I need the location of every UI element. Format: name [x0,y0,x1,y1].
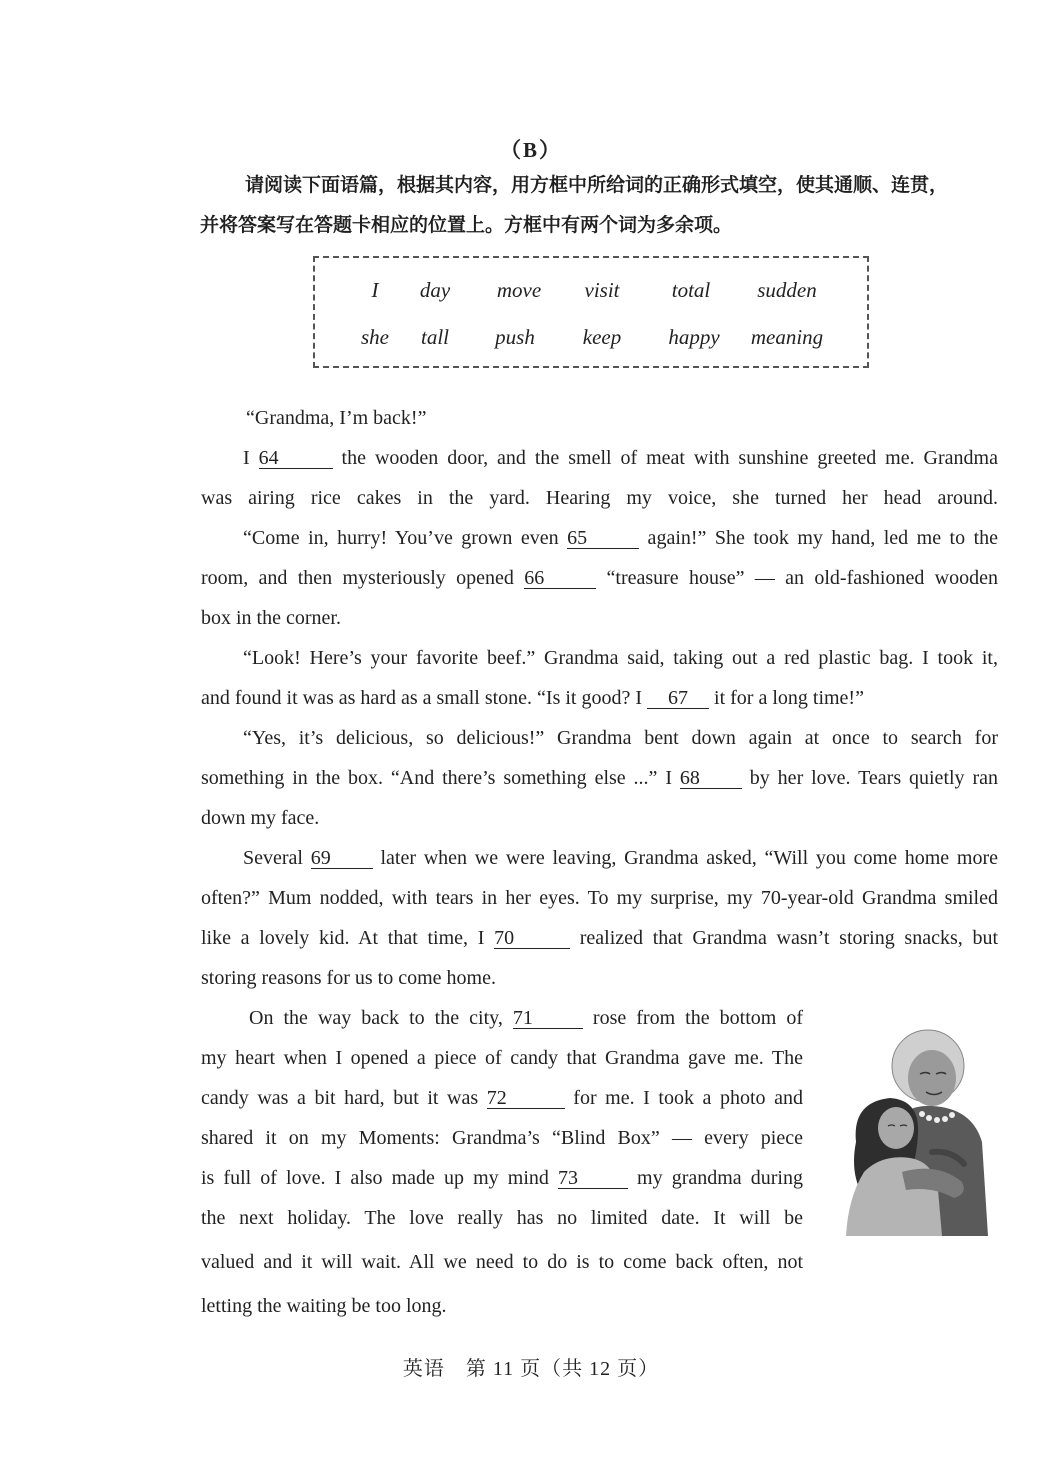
word-box [313,256,869,368]
word-option: happy [668,325,720,349]
word-option: total [671,278,711,302]
blank-72[interactable]: 72 [487,1088,565,1109]
passage-line: “Look! Here’s your favorite beef.” Grandma said, taking out a red plastic bag. I took it, [243,647,998,669]
passage-line: something in the box. “And there’s something else ...” I 68 by her love. Tears quietly ran [201,767,998,789]
instruction-line-2: 并将答案写在答题卡相应的位置上。方框中有两个词为多余项。 [200,214,733,236]
blank-64[interactable]: 64 [259,448,333,469]
grandma-hug-illustration [842,1022,990,1238]
passage-line: letting the waiting be too long. [201,1295,447,1317]
blank-70[interactable]: 70 [494,928,570,949]
passage-line: box in the corner. [201,607,341,629]
passage-line: “Yes, it’s delicious, so delicious!” Grandma bent down again at once to search for [243,727,998,749]
passage-line: down my face. [201,807,320,829]
instruction-line-1: 请阅读下面语篇，根据其内容，用方框中所给词的正确形式填空，使其通顺、连贯， [245,174,949,196]
passage-line: candy was a bit hard, but it was 72 for me. I took a photo and [201,1087,803,1109]
passage-line: like a lovely kid. At that time, I 70 realized that Grandma wasn’t storing snacks, but [201,927,998,949]
passage-line: On the way back to the city, 71 rose from the bottom of [249,1007,803,1029]
word-option: keep [582,325,622,349]
blank-71[interactable]: 71 [513,1008,583,1029]
blank-66[interactable]: 66 [524,568,596,589]
passage-line: the next holiday. The love really has no limited date. It will be [201,1207,803,1229]
passage-line: storing reasons for us to come home. [201,967,496,989]
passage-line: is full of love. I also made up my mind 73 my grandma during [201,1167,803,1189]
word-option: visit [584,278,620,302]
word-option: sudden [757,278,817,302]
word-option: I [371,278,379,302]
word-option: move [496,278,542,302]
blank-67[interactable]: 67 [647,688,709,709]
passage-line: was airing rice cakes in the yard. Hearing my voice, she turned her head around. [201,487,998,509]
page-footer: 英语 第 11 页（共 12 页） [402,1358,660,1380]
word-option: day [419,278,451,302]
passage-line: and found it was as hard as a small stone. “Is it good? I 67 it for a long time!” [201,687,864,709]
passage-line: “Grandma, I’m back!” [246,407,427,429]
passage-line: I 64 the wooden door, and the smell of meat with sunshine greeted me. Grandma [243,447,998,469]
passage-line: room, and then mysteriously opened 66 “treasure house” — an old-fashioned wooden [201,567,998,589]
blank-65[interactable]: 65 [567,528,639,549]
word-option: meaning [750,325,824,349]
passage-line: often?” Mum nodded, with tears in her eyes. To my surprise, my 70-year-old Grandma smiled [201,887,998,909]
section-title: （B） [499,138,562,162]
passage-line: my heart when I opened a piece of candy that Grandma gave me. The [201,1047,803,1069]
passage-line: “Come in, hurry! You’ve grown even 65 again!” She took my hand, led me to the [243,527,998,549]
blank-68[interactable]: 68 [680,768,742,789]
blank-69[interactable]: 69 [311,848,373,869]
passage-line: valued and it will wait. All we need to do is to come back often, not [201,1251,803,1273]
blank-73[interactable]: 73 [558,1168,628,1189]
word-option: tall [420,325,449,349]
word-option: push [495,325,535,349]
passage-line: Several 69 later when we were leaving, Grandma asked, “Will you come home more [243,847,998,869]
passage-line: shared it on my Moments: Grandma’s “Blind Box” — every piece [201,1127,803,1149]
word-option: she [361,325,389,349]
